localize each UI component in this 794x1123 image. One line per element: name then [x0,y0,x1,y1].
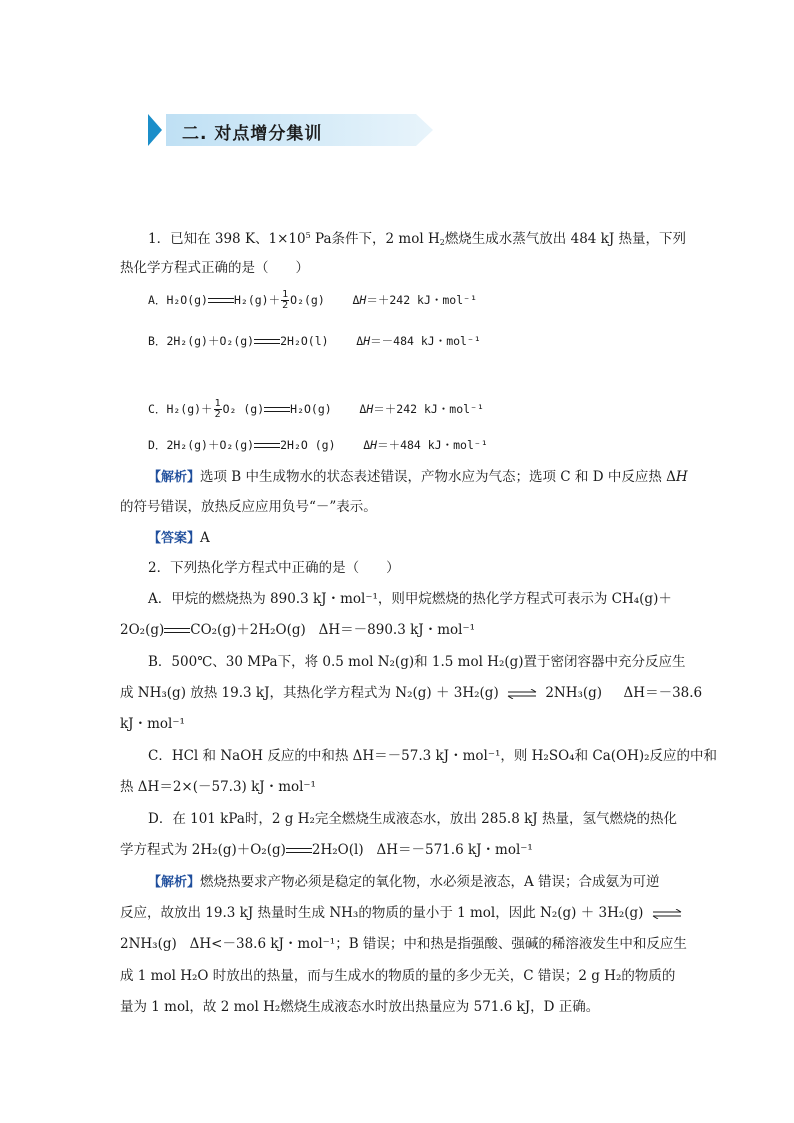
answer-tag: 【答案】 [148,531,201,546]
q2-option-c: C．HCl 和 NaOH 反应的中和热 ΔH＝－57.3 kJ・mol⁻¹，则 H₂SO₄和 Ca(OH)₂反应的中和 [148,748,718,764]
analysis-tag: 【解析】 [148,470,201,485]
q2-analysis-line4: 成 1 mol H₂O 时放出的热量，而与生成水的物质的量的多少无关，C 错误；2 g H₂的物质的 [120,968,676,984]
q1-stem-line2: 热化学方程式正确的是（ ） [120,260,309,276]
section-title: 二. 对点增分集训 [182,124,323,144]
q2-option-b-line2: 成 NH₃(g) 放热 19.3 kJ，其热化学方程式为 N₂(g) ＋ 3H₂(g) 2NH₃(g) ΔH＝－38.6 [120,685,703,701]
q2-stem: 2．下列热化学方程式中正确的是（ ） [148,560,400,576]
q2-option-c-line2: 热 ΔH＝2×(－57.3) kJ・mol⁻¹ [120,779,316,795]
reversible-arrow-icon [507,689,537,699]
q1-option-c: C．H₂(g)＋ $\frac{1}{2}$ O₂ (g) H₂O(g) ΔH＝＋242 kJ・mol⁻¹ [148,398,484,420]
q2-option-d-line2: 学方程式为 2H₂(g)＋O₂(g) 2H₂O(l) ΔH＝－571.6 kJ・mol⁻¹ [120,842,533,858]
q2-analysis-line2: 反应，故放出 19.3 kJ 热量时生成 NH₃的物质的量小于 1 mol，因此 N₂(g) ＋ 3H₂(g) [120,904,686,922]
q2-option-a: A．甲烷的燃烧热为 890.3 kJ・mol⁻¹，则甲烷燃烧的热化学方程式可表示为 CH₄(g)＋ [148,591,672,607]
q1-option-d: D．2H₂(g)＋O₂(g) 2H₂O (g) ΔH＝＋484 kJ・mol⁻¹ [148,438,488,452]
q1-option-b: B．2H₂(g)＋O₂(g) 2H₂O(l) ΔH＝－484 kJ・mol⁻¹ [148,334,481,348]
q2-analysis-line5: 量为 1 mol，故 2 mol H₂燃烧生成液态水时放出热量应为 571.6 kJ，D 正确。 [120,999,600,1015]
reversible-arrow-icon [652,909,682,919]
section-banner [148,114,433,146]
q2-analysis-line3: 2NH₃(g) ΔH<－38.6 kJ・mol⁻¹；B 错误；中和热是指强酸、强碱的稀溶液发生中和反应生 [120,936,687,952]
analysis-tag: 【解析】 [148,875,201,890]
q2-option-b: B．500℃、30 MPa下，将 0.5 mol N₂(g)和 1.5 mol H₂(g)置于密闭容器中充分反应生 [148,654,686,670]
q2-option-a-line2: 2O₂(g) CO₂(g)＋2H₂O(g) ΔH＝－890.3 kJ・mol⁻¹ [120,622,475,638]
q1-analysis-line2: 的符号错误，放热反应应用负号“－”表示。 [120,499,377,515]
q1-option-a: A．H₂O(g) H₂(g)＋ $\frac{1}{2}$ O₂(g) ΔH＝＋242 kJ・mol⁻¹ [148,289,478,311]
q2-option-b-line3: kJ・mol⁻¹ [120,716,185,732]
q2-option-d: D．在 101 kPa时，2 g H₂完全燃烧生成液态水，放出 285.8 kJ 热量，氢气燃烧的热化 [148,811,677,827]
q1-analysis: 【解析】选项 B 中生成物水的状态表述错误，产物水应为气态；选项 C 和 D 中反应热 ΔH [148,469,688,485]
q1-answer: 【答案】A [148,530,210,546]
q1-stem: 1．已知在 398 K、$1\times 10^5$ Pa条件下，2 mol $H_2$燃烧生成水蒸气放出 484 kJ 热量，下列 [148,231,687,247]
q2-analysis: 【解析】燃烧热要求产物必须是稳定的氧化物，水必须是液态，A 错误；合成氨为可逆 [148,874,660,890]
